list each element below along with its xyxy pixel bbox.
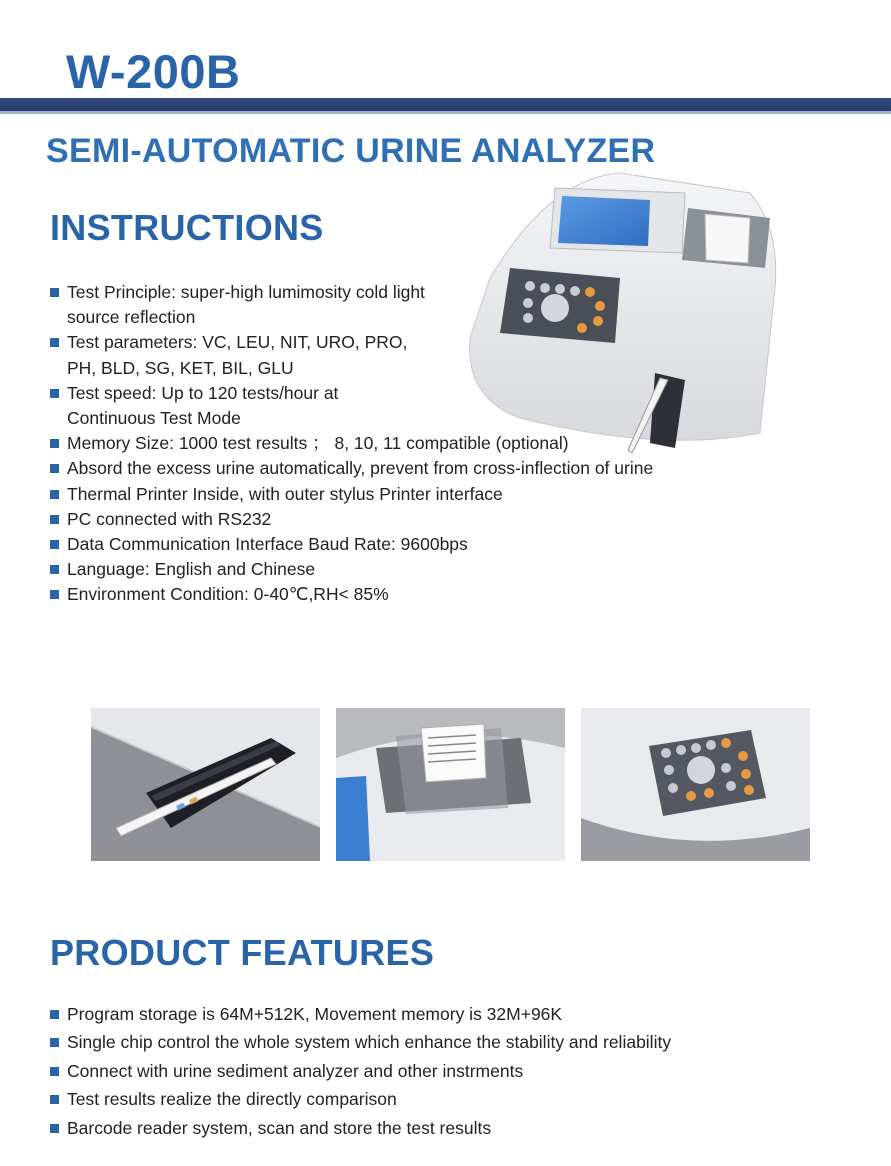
instruction-item: Thermal Printer Inside, with outer stylus Printer interface xyxy=(50,482,653,507)
square-bullet-icon xyxy=(50,515,59,524)
instruction-item: Absord the excess urine automatically, prevent from cross-inflection of urine xyxy=(50,456,653,481)
instruction-item: Data Communication Interface Baud Rate: 9600bps xyxy=(50,532,653,557)
instruction-item: Language: English and Chinese xyxy=(50,557,653,582)
square-bullet-icon xyxy=(50,389,59,398)
square-bullet-icon xyxy=(50,490,59,499)
instruction-item: Test Principle: super-high lumimosity cold light source reflection xyxy=(50,280,653,330)
square-bullet-icon xyxy=(50,439,59,448)
square-bullet-icon xyxy=(50,590,59,599)
strip-holder-photo xyxy=(91,708,320,861)
instruction-item: PC connected with RS232 xyxy=(50,507,653,532)
instruction-item: Memory Size: 1000 test results ； 8, 10, 11 compatible (optional) xyxy=(50,431,653,456)
square-bullet-icon xyxy=(50,288,59,297)
instruction-item: Test parameters: VC, LEU, NIT, URO, PRO, PH, BLD, SG, KET, BIL, GLU xyxy=(50,330,653,380)
square-bullet-icon xyxy=(50,540,59,549)
feature-item: Barcode reader system, scan and store the test results xyxy=(50,1114,671,1142)
features-list xyxy=(50,1000,671,1142)
instruction-item: Environment Condition: 0-40℃,RH< 85% xyxy=(50,582,653,607)
feature-item: Program storage is 64M+512K, Movement memory is 32M+96K xyxy=(50,1000,671,1028)
square-bullet-icon xyxy=(50,1010,59,1019)
square-bullet-icon xyxy=(50,464,59,473)
keypad-photo xyxy=(581,708,810,861)
printer-photo xyxy=(336,708,565,861)
instructions-list xyxy=(50,280,653,608)
square-bullet-icon xyxy=(50,1038,59,1047)
feature-item: Single chip control the whole system which enhance the stability and reliability xyxy=(50,1028,671,1056)
instructions-heading: INSTRUCTIONS xyxy=(50,207,324,248)
header-bar xyxy=(0,98,891,114)
square-bullet-icon xyxy=(50,565,59,574)
model-title: W-200B xyxy=(66,45,241,98)
instruction-item: Test speed: Up to 120 tests/hour at Continuous Test Mode xyxy=(50,381,653,431)
product-subtitle: SEMI-AUTOMATIC URINE ANALYZER xyxy=(46,132,656,170)
square-bullet-icon xyxy=(50,1124,59,1133)
square-bullet-icon xyxy=(50,338,59,347)
features-heading: PRODUCT FEATURES xyxy=(50,932,435,973)
feature-item: Connect with urine sediment analyzer and other instrments xyxy=(50,1057,671,1085)
feature-item: Test results realize the directly comparison xyxy=(50,1085,671,1113)
square-bullet-icon xyxy=(50,1067,59,1076)
square-bullet-icon xyxy=(50,1095,59,1104)
